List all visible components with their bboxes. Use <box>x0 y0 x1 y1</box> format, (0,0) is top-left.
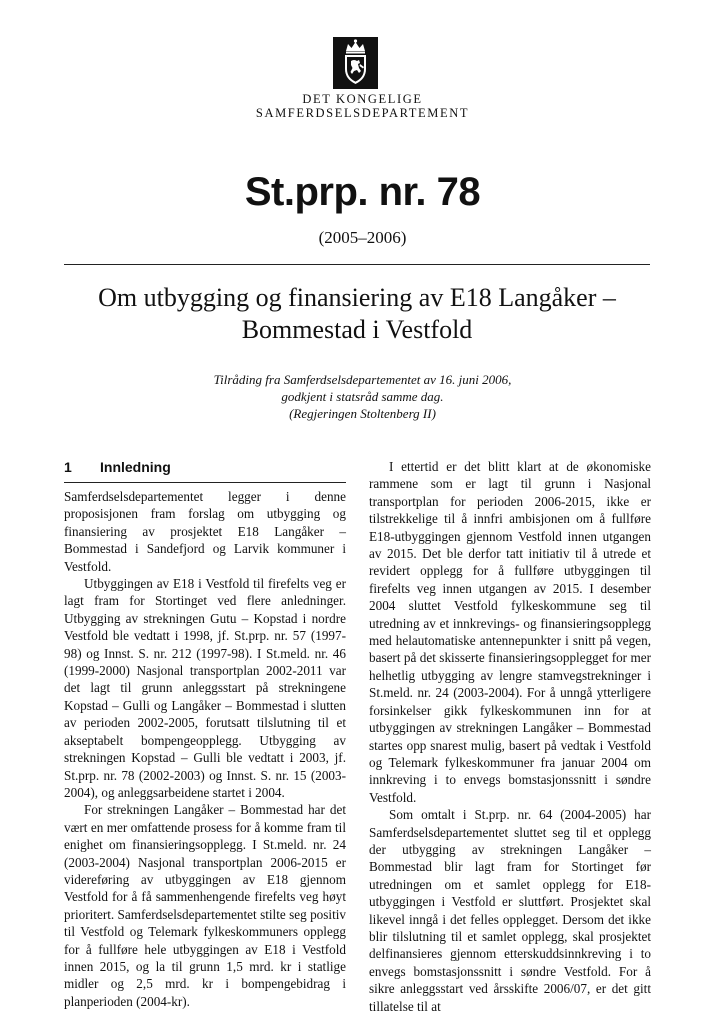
section-heading <box>64 459 346 475</box>
document-title-line1: Om utbygging og finansiering av E18 Langåker – <box>98 283 616 312</box>
section-title: Innledning <box>100 459 171 475</box>
approval-line3: (Regjeringen Stoltenberg II) <box>289 406 436 421</box>
right-text-column <box>369 458 651 1015</box>
paragraph: Som omtalt i St.prp. nr. 64 (2004-2005) har Samferdselsdepartementet sluttet seg til et opplegg der utbygging av strekningen Langåker – Bommestad blir lagt fram for Stortinget før utredningen om et samlet opplegg for E18-utbyggingen i Vestfold er sluttført. Prosjektet skal likevel inngå i det felles opplegget. Dersom det ikke blir tilslutning til et samlet opplegg, skal prosjektet delfinansieres gjennom etterskuddsinnkreving i to envegs bomstasjonssnitt i søndre Vestfold. For å sikre anleggsstart ved årsskifte 2006/07, er det gitt tillatelse til at <box>369 807 651 1014</box>
ministry-name-line1: DET KONGELIGE <box>302 92 423 106</box>
section-number: 1 <box>64 459 72 475</box>
left-text-column <box>64 488 346 1010</box>
section-divider <box>64 482 346 483</box>
paragraph: Utbyggingen av E18 i Vestfold til firefelts veg er lagt fram for Stortinget ved flere anledninger. Utbygging av strekningen Gutu – Kopstad i nordre Vestfold ble vedtatt i 1998, jf. St.prp. nr. 57 (1997-98) og Innst. S. nr. 212 (1997-98). I St.meld. nr. 46 (1999-2000) Nasjonal transportplan 2002-2011 var det lagt til grunn anleggsstart på strekningene Kopstad – Gulli og Langåker – Bommestad i slutten av perioden 2002-2005, forutsatt tilslutning til et akseptabelt bompengeopplegg. Utbygging av strekningen Kopstad – Gulli ble vedtatt i 2003, jf. St.prp. nr. 78 (2002-2003) og Innst. S. nr. 15 (2003-2004), og anleggsarbeidene startet i 2004. <box>64 576 346 800</box>
approval-line2: godkjent i statsråd samme dag. <box>281 389 444 404</box>
document-title-line2: Bommestad i Vestfold <box>241 315 473 344</box>
paragraph: For strekningen Langåker – Bommestad har det vært en mer omfattende prosess for å komme fram til enighet om finansieringsopplegg. I St.meld. nr. 24 (2003-2004) Nasjonal transportplan 2006-2015 er videreføring av utbyggingen av E18 gjennom Vestfold for å få sammenhengende firefelts veg høyt prioritert. Samferdselsdepartementet stilte seg positiv til Vestfold og Telemark fylkeskommuners opplegg for å fullføre hele utbyggingen av E18 i Vestfold innen 2015, og la til grunn 1,5 mrd. kr i statlige midler og 2,5 mrd. kr i bompengebidrag i planperioden (2004-kr). <box>64 802 346 1009</box>
approval-note <box>0 371 725 422</box>
paragraph: Samferdselsdepartementet legger i denne proposisjonen fram forslag om utbygging og finansiering av prosjektet E18 Langåker – Bommestad i Sandefjord og Larvik kommuner i Vestfold. <box>64 489 346 574</box>
session-years: (2005–2006) <box>318 228 407 247</box>
document-title <box>64 282 650 346</box>
paragraph: I ettertid er det blitt klart at de økonomiske rammene som er lagt til grunn i Nasjonal transportplan for perioden 2006-2015, ikke er tilstrekkelige til å innfri ambisjonen om å fullføre E18-utbyggingen gjennom Vestfold innen utgangen av 2015. Det ble derfor tatt initiativ til å utrede et revidert opplegg for å fullføre utbyggingen til firefelts veg innen utgangen av 2015. I desember 2004 sluttet Vestfold fylkeskommune seg til utredning av et innkrevings- og finansieringsopplegg med helautomatiske antennepunkter i snitt på vegen, basert på det skisserte finansieringsopplegget for mer helhetlig utbygging av lengre stamvegstrekninger i St.meld. nr. 24 (2003-2004). For å unngå ytterligere forsinkelser gikk fylkeskommunen inn for at utbyggingen av strekningen Langåker – Bommestad startes opp snarest mulig, basert på vedtak i Vestfold og Telemark fylkeskommuner fra januar 2004 om innkreving i to envegs bomstasjonssnitt i søndre Vestfold. <box>369 459 651 805</box>
header-divider <box>64 264 650 265</box>
document-number: St.prp. nr. 78 <box>244 170 481 214</box>
ministry-name-line2: SAMFERDSELSDEPARTEMENT <box>255 106 470 120</box>
approval-line1: Tilråding fra Samferdselsdepartementet av 16. juni 2006, <box>213 372 512 387</box>
norwegian-coat-of-arms-icon <box>333 37 378 89</box>
